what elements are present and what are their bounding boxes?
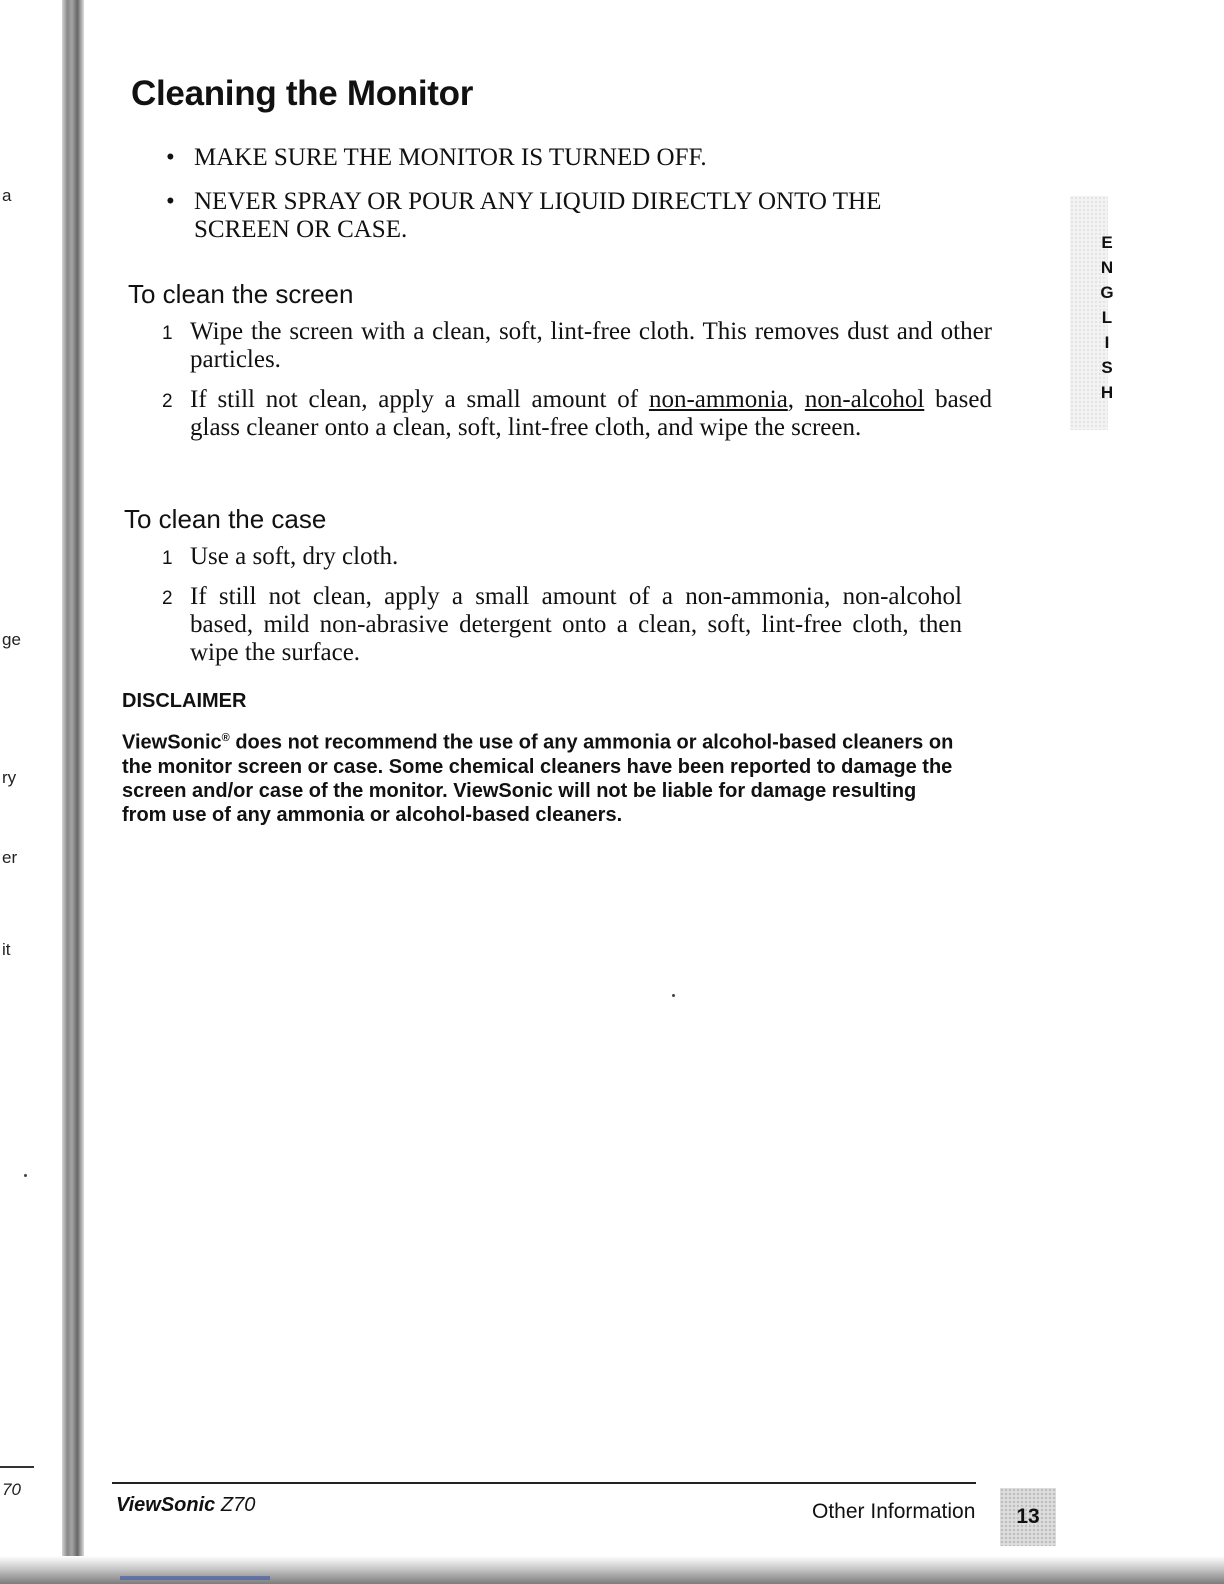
footer-product: ViewSonic Z70 [116, 1494, 256, 1516]
step-number: 1 [162, 548, 173, 569]
underlined-term: non-ammonia [648, 386, 788, 413]
disclaimer-text: ViewSonic® does not recommend the use of any ammonia or alcohol-based cleaners on the monitor screen or case. Some chemical cleaners have been reported to damage the screen and/or case of the monitor. ViewSonic will not be liable for damage resulting from use of any ammonia or alcohol-based cleaners. [122, 731, 954, 826]
step-number: 1 [162, 323, 173, 344]
page-title: Cleaning the Monitor [131, 74, 474, 113]
warning-text: MAKE SURE THE MONITOR IS TURNED OFF. [194, 144, 707, 171]
bullet-icon: • [166, 144, 175, 171]
step-text: Wipe the screen with a clean, soft, lint-free cloth. This removes dust and other particles. [190, 318, 992, 373]
footer-section: Other Information [812, 1500, 976, 1523]
underlined-term: non-alcohol [804, 386, 925, 413]
screen-steps [162, 318, 992, 454]
margin-fragment: 70 [2, 1480, 21, 1499]
screen-section-heading: To clean the screen [128, 279, 354, 309]
margin-rule [0, 1466, 34, 1468]
page-binding [62, 0, 84, 1560]
warning-text: NEVER SPRAY OR POUR ANY LIQUID DIRECTLY ONTO THE SCREEN OR CASE. [194, 188, 882, 243]
print-speck [672, 994, 675, 997]
warning-item [166, 144, 966, 172]
step-text: If still not clean, apply a small amount of a non-ammonia, non-alcohol based, mild non-abrasive detergent onto a clean, soft, lint-free cloth, then wipe the surface. [190, 583, 962, 666]
step-text: Use a soft, dry cloth. [190, 543, 399, 570]
disclaimer-title: DISCLAIMER [122, 690, 247, 712]
margin-fragment: a [2, 186, 12, 205]
case-steps [162, 543, 962, 679]
bullet-icon: • [166, 188, 175, 215]
margin-fragment: it [2, 940, 11, 959]
margin-fragment: er [2, 848, 18, 867]
page-number: 13 [1000, 1488, 1056, 1546]
step-item [162, 318, 992, 374]
margin-fragment: ry [2, 768, 17, 787]
step-item [162, 583, 962, 667]
print-speck [24, 1174, 27, 1177]
step-number: 2 [162, 588, 173, 609]
step-item [162, 543, 962, 571]
footer-rule [112, 1482, 976, 1484]
scan-artifact [120, 1576, 270, 1580]
step-item [162, 386, 992, 442]
warning-list [166, 144, 966, 260]
language-tab-label: E N G L I S H [1100, 233, 1114, 402]
case-section-heading: To clean the case [124, 504, 327, 534]
margin-fragment: ge [2, 630, 21, 649]
step-number: 2 [162, 391, 173, 412]
step-text: If still not clean, apply a small amount of non-ammonia, non-alcohol based glass cleaner onto a clean, soft, lint-free cloth, and wipe the screen. [190, 386, 993, 441]
warning-item [166, 188, 966, 244]
